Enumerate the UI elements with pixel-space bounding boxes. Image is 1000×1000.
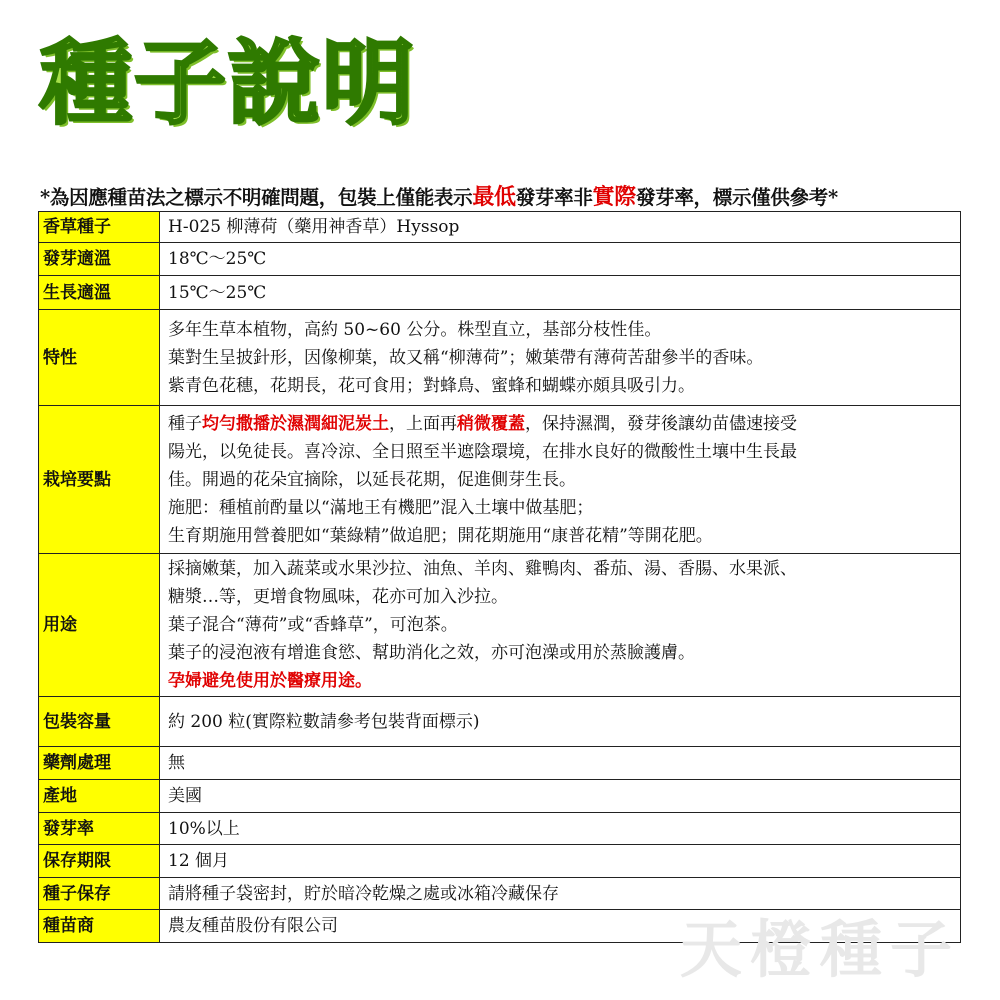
table-row [39,878,961,910]
row-label-storage: 種子保存 [39,878,160,910]
notice-part-3: 發芽率，標示僅供參考* [635,186,838,209]
table-row [39,276,961,310]
uses-line-4: 葉子的浸泡液有增進食慾、幫助消化之效，亦可泡澡或用於蒸臉護膚。 [168,643,695,663]
table-row [39,554,961,697]
row-value-germ-rate: 10%以上 [160,813,961,845]
notice-text [40,180,960,211]
row-value-capacity: 約 200 粒(實際粒數請參考包裝背面標示) [160,697,961,747]
features-line-3: 紫青色花穗，花期長，花可食用；對蜂鳥、蜜蜂和蝴蝶亦頗具吸引力。 [168,375,695,396]
row-label-name: 香草種子 [39,212,160,243]
row-label-grow-temp: 生長適溫 [39,276,160,310]
cultivation-line-3: 佳。開過的花朵宜摘除，以延長花期，促進側芽生長。 [168,469,576,490]
page-title: 種子說明 [40,30,417,137]
cultivation-text: 種子 [168,413,202,434]
row-label-supplier: 種苗商 [39,910,160,943]
table-row [39,310,961,406]
notice-part-2: 發芽率非 [515,186,593,209]
table-row [39,406,961,554]
row-label-origin: 產地 [39,780,160,813]
cultivation-line-2: 陽光，以免徒長。喜冷涼、全日照至半遮陰環境，在排水良好的微酸性土壤中生長最 [168,441,797,462]
row-value-cultivation [160,406,961,554]
row-value-germ-temp: 18℃～25℃ [160,243,961,276]
table-row [39,212,961,243]
row-label-germ-rate: 發芽率 [39,813,160,845]
cultivation-line-4: 施肥：種植前酌量以“滿地王有機肥”混入土壤中做基肥； [168,497,594,518]
row-value-name: H-025 柳薄荷（藥用神香草）Hyssop [160,212,961,243]
cultivation-text: ，上面再 [389,413,457,434]
table-row [39,845,961,878]
uses-line-3: 葉子混合“薄荷”或“香蜂草”，可泡茶。 [168,615,458,635]
row-value-origin: 美國 [160,780,961,813]
cultivation-highlight-sow: 均勻撒播於濕潤細泥炭土 [202,413,389,434]
row-label-germ-temp: 發芽適溫 [39,243,160,276]
watermark: 天橙種子 [679,913,960,986]
table-row [39,747,961,780]
row-label-chemical: 藥劑處理 [39,747,160,780]
row-label-shelf-life: 保存期限 [39,845,160,878]
cultivation-highlight-cover: 稍微覆蓋 [457,413,525,434]
table-row [39,910,961,943]
uses-line-1: 採摘嫩葉，加入蔬菜或水果沙拉、油魚、羊肉、雞鴨肉、番茄、湯、香腸、水果派、 [168,559,797,579]
table-row [39,780,961,813]
uses-warning: 孕婦避免使用於醫療用途。 [168,671,372,691]
row-label-capacity: 包裝容量 [39,697,160,747]
row-value-storage: 請將種子袋密封，貯於暗冷乾燥之處或冰箱冷藏保存 [160,878,961,910]
notice-highlight-lowest: 最低 [472,184,516,210]
notice-highlight-actual: 實際 [592,184,636,210]
seed-spec-table [38,211,961,943]
row-label-features: 特性 [39,310,160,406]
cultivation-line-1 [168,410,952,438]
table-row [39,697,961,747]
cultivation-line-5: 生育期施用營養肥如“葉綠精”做追肥；開花期施用“康普花精”等開花肥。 [168,525,713,546]
table-row [39,243,961,276]
row-label-cultivation: 栽培要點 [39,406,160,554]
row-value-uses [160,554,961,697]
features-line-2: 葉對生呈披針形，因像柳葉，故又稱“柳薄荷”；嫩葉帶有薄荷苦甜參半的香味。 [168,347,764,368]
notice-part-1: *為因應種苗法之標示不明確問題，包裝上僅能表示 [40,186,473,209]
row-value-grow-temp: 15℃～25℃ [160,276,961,310]
row-value-shelf-life: 12 個月 [160,845,961,878]
row-label-uses: 用途 [39,554,160,697]
cultivation-text: ，保持濕潤，發芽後讓幼苗儘速接受 [525,413,797,434]
table-row [39,813,961,845]
uses-line-2: 糖漿…等，更增食物風味，花亦可加入沙拉。 [168,587,508,607]
features-line-1: 多年生草本植物，高約 50~60 公分。株型直立，基部分枝性佳。 [168,319,662,340]
row-value-supplier: 農友種苗股份有限公司 [160,910,961,943]
row-value-chemical: 無 [160,747,961,780]
row-value-features [160,310,961,406]
